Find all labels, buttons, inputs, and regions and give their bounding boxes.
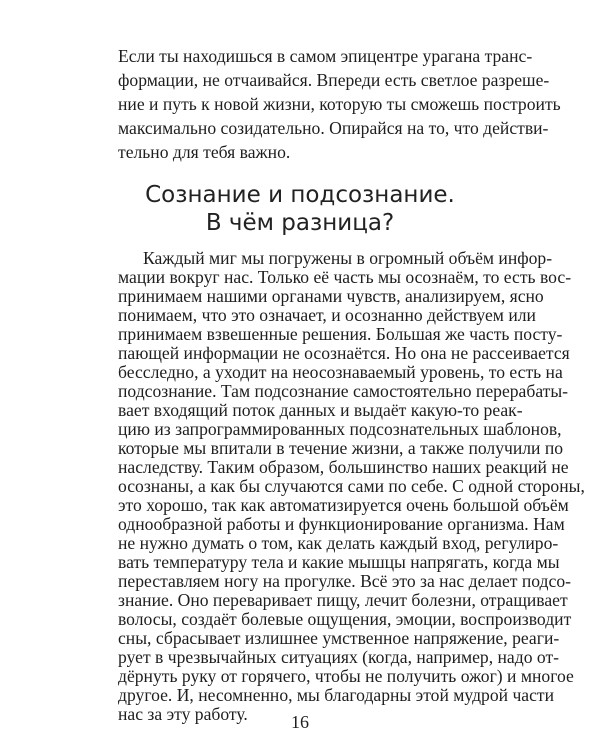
body-line: Каждый миг мы погружены в огромный объём инфор-: [143, 248, 553, 268]
body-line: бесследно, а уходит на неосознаваемый уровень, то есть на: [118, 362, 563, 382]
body-line: нас за эту работу.: [118, 704, 248, 724]
intro-line: тельно для тебя важно.: [118, 142, 291, 162]
body-line: принимаем взвешенные решения. Большая же часть посту-: [118, 324, 563, 344]
body-line: вать температуру тела и какие мышцы напрягать, когда мы: [118, 552, 560, 572]
page-number: 16: [291, 712, 309, 732]
heading-line: В чём разница?: [205, 210, 395, 236]
intro-line: ние и путь к новой жизни, которую ты сможешь построить: [118, 94, 561, 114]
body-line: переставляем ногу на прогулке. Всё это за нас делает подсо-: [118, 571, 571, 591]
intro-line: формации, не отчаивайся. Впереди есть светлое разреше-: [118, 70, 550, 90]
body-line: рует в чрезвычайных ситуациях (когда, например, надо от-: [118, 647, 560, 667]
body-line: другое. И, несомненно, мы благодарны этой мудрой части: [118, 685, 555, 705]
body-line: мации вокруг нас. Только её часть мы осознаём, то есть вос-: [118, 267, 572, 287]
body-line: это хорошо, так как автоматизируется очень большой объём: [118, 495, 569, 515]
body-line: понимаем, что это означает, и осознанно действуем или: [118, 305, 536, 325]
body-line: вает входящий поток данных и выдаёт какую-то реак-: [118, 400, 523, 420]
body-line: знание. Оно переваривает пищу, лечит болезни, отращивает: [118, 590, 568, 610]
body-line: принимаем нашими органами чувств, анализируем, ясно: [118, 286, 544, 306]
heading-line: Сознание и подсознание.: [145, 182, 455, 208]
body-line: пающей информации не осознаётся. Но она не рассеивается: [118, 343, 570, 363]
intro-line: Если ты находишься в самом эпицентре урагана транс-: [118, 46, 533, 66]
intro-line: максимально созидательно. Опирайся на то, что действи-: [118, 118, 549, 138]
body-line: волосы, создаёт болевые ощущения, эмоции, воспроизводит: [118, 609, 572, 629]
body-line: которые мы впитали в течение жизни, а также получили по: [118, 438, 564, 458]
body-line: сны, сбрасывает излишнее умственное напряжение, реаги-: [118, 628, 560, 648]
body-line: цию из запрограммированных подсознательных шаблонов,: [118, 419, 562, 439]
body-line: дёрнуть руку от горячего, чтобы не получить ожог) и многое: [118, 666, 574, 686]
body-line: однообразной работы и функционирование организма. Нам: [118, 514, 565, 534]
body-line: подсознание. Там подсознание самостоятельно перерабаты-: [118, 381, 569, 401]
body-line: осознаны, а как бы случаются сами по себе. С одной стороны,: [118, 476, 585, 496]
body-line: не нужно думать о том, как делать каждый вход, регулиро-: [118, 533, 559, 553]
body-line: наследству. Таким образом, большинство наших реакций не: [118, 457, 569, 477]
